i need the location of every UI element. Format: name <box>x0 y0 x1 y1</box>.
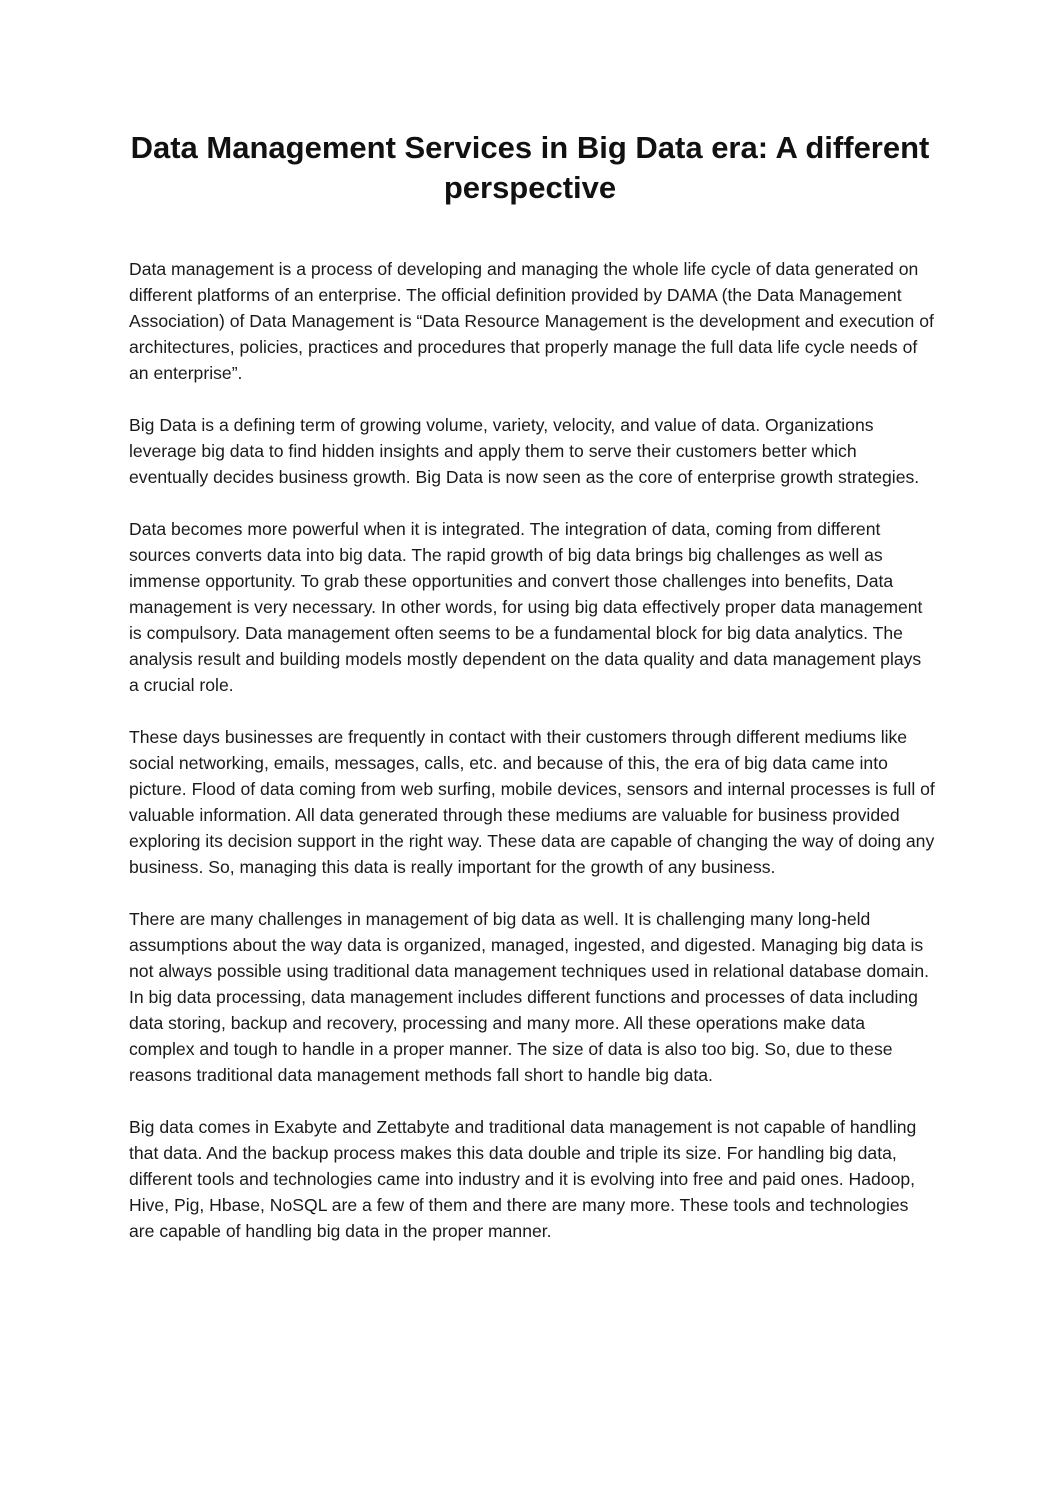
paragraph-tools-technologies: Big data comes in Exabyte and Zettabyte and traditional data management is not capable of handling that data. And the backup process makes this data double and triple its size. For handling big data, different tools and technologies came into industry and it is evolving into free and paid ones. Hadoop, Hive, Pig, Hbase, NoSQL are a few of them and there are many more. These tools and technologies are capable of handling big data in the proper manner. <box>129 1117 917 1241</box>
paragraph-data-integration: Data becomes more powerful when it is integrated. The integration of data, coming from different sources converts data into big data. The rapid growth of big data brings big challenges as well as immense opportunity. To grab these opportunities and convert those challenges into benefits, Data management is very necessary. In other words, for using big data effectively proper data management is compulsory. Data management often seems to be a fundamental block for big data analytics. The analysis result and building models mostly dependent on the data quality and data management plays a crucial role. <box>129 519 923 695</box>
paragraph-big-data-definition: Big Data is a defining term of growing volume, variety, velocity, and value of data. Organizations leverage big data to find hidden insights and apply them to serve their customers better which eventually decides business growth. Big Data is now seen as the core of enterprise growth strategies. <box>129 415 920 487</box>
document-title: Data Management Services in Big Data era: A different perspective <box>130 130 930 205</box>
paragraph-intro-definition: Data management is a process of developing and managing the whole life cycle of data generated on different platforms of an enterprise. The official definition provided by DAMA (the Data Management Association) of Data Management is “Data Resource Management is the development and execution of architectures, policies, practices and procedures that properly manage the full data life cycle needs of an enterprise”. <box>129 259 934 383</box>
paragraph-business-mediums: These days businesses are frequently in contact with their customers through different mediums like social networking, emails, messages, calls, etc. and because of this, the era of big data came into picture. Flood of data coming from web surfing, mobile devices, sensors and internal processes is full of valuable information. All data generated through these mediums are valuable for business provided exploring its decision support in the right way. These data are capable of changing the way of doing any business. So, managing this data is really important for the growth of any business. <box>129 727 935 877</box>
paragraph-management-challenges: There are many challenges in management of big data as well. It is challenging many long-held assumptions about the way data is organized, managed, ingested, and digested. Managing big data is not always possible using traditional data management techniques used in relational database domain. In big data processing, data management includes different functions and processes of data including data storing, backup and recovery, processing and many more. All these operations make data complex and tough to handle in a proper manner. The size of data is also too big. So, due to these reasons traditional data management methods fall short to handle big data. <box>129 909 930 1085</box>
document-body <box>129 256 935 1270</box>
